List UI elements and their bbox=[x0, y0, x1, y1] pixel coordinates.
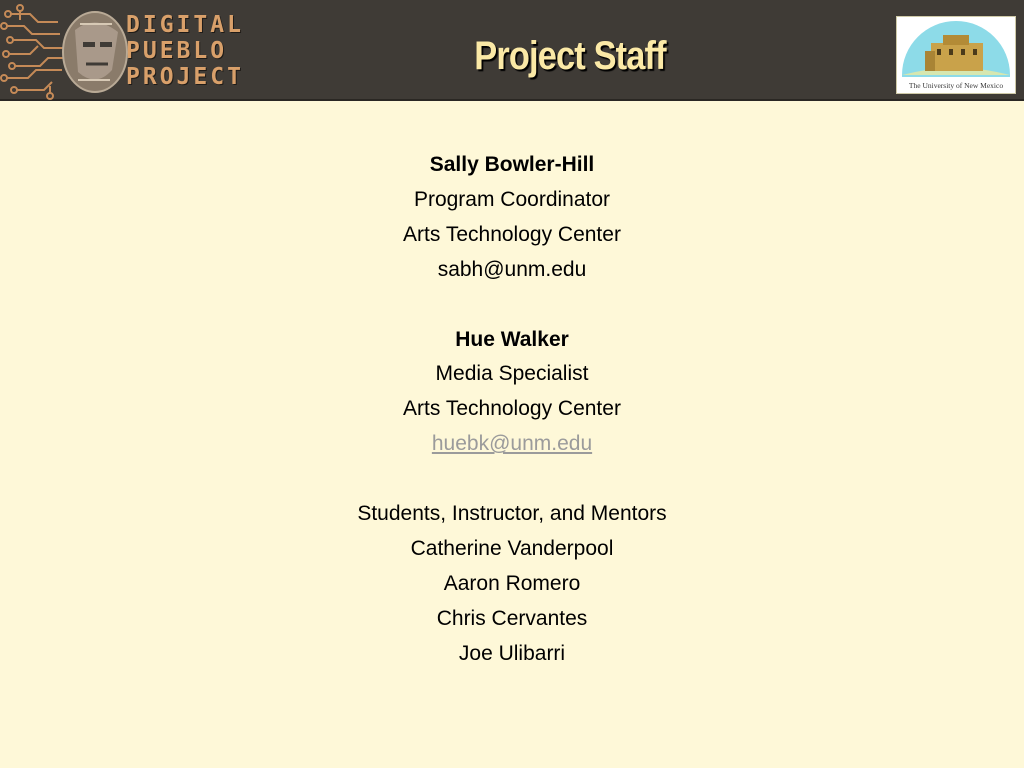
staff-role-2: Media Specialist bbox=[435, 362, 589, 386]
staff-name-1: Sally Bowler-Hill bbox=[429, 153, 595, 176]
university-seal bbox=[896, 16, 1016, 94]
logo-line-3: PROJECT bbox=[126, 64, 244, 90]
staff-email-1: sabh@unm.edu bbox=[437, 257, 587, 281]
logo-line-1: DIGITAL bbox=[126, 12, 244, 38]
page-title: Project Staff bbox=[474, 34, 666, 78]
staff-role-1: Program Coordinator bbox=[413, 187, 611, 211]
seal-caption: The University of New Mexico bbox=[908, 81, 1004, 90]
group-member: Chris Cervantes bbox=[436, 606, 588, 630]
group-heading: Students, Instructor, and Mentors bbox=[357, 502, 667, 526]
spacer bbox=[0, 462, 1024, 497]
staff-department-2: Arts Technology Center bbox=[403, 397, 621, 421]
pueblo-building-icon bbox=[897, 17, 1015, 77]
group-member: Joe Ulibarri bbox=[458, 641, 566, 665]
staff-list bbox=[0, 148, 1024, 672]
staff-name-2: Hue Walker bbox=[455, 327, 569, 351]
spacer bbox=[0, 288, 1024, 323]
logo-wordmark bbox=[126, 12, 244, 90]
header-bar bbox=[0, 0, 1024, 101]
staff-email-link-2[interactable]: huebk@unm.edu bbox=[431, 432, 593, 456]
logo-line-2: PUEBLO bbox=[126, 38, 228, 64]
staff-department-1: Arts Technology Center bbox=[403, 222, 621, 246]
group-member: Aaron Romero bbox=[443, 571, 581, 595]
group-member: Catherine Vanderpool bbox=[410, 536, 614, 560]
